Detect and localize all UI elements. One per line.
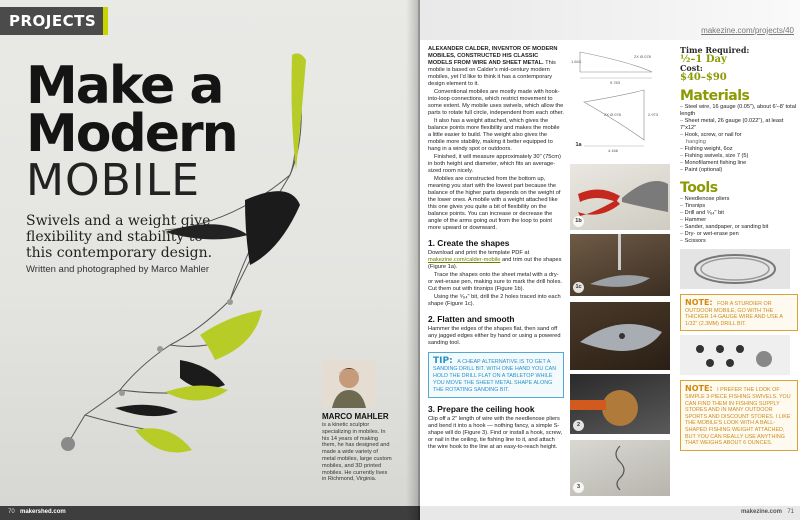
figure-badge-1c: 1c	[573, 282, 584, 293]
tip-label: TIP:	[433, 356, 453, 366]
tinsnips-drawing	[570, 164, 670, 230]
fishing-weight-icon	[756, 351, 772, 367]
diagram-hole-b: 2X Ø.078	[604, 112, 621, 117]
figure-1b-tinsnips-photo	[570, 164, 670, 230]
sanding-disc	[602, 390, 638, 426]
article-deck: Swivels and a weight give flexibility and stability to this contemporary design.	[26, 213, 213, 261]
article-body	[428, 46, 564, 506]
mobile-green-blade-top	[292, 53, 307, 170]
materials-item-sub: hanging	[686, 139, 706, 145]
template-pdf-link[interactable]: makezine.com/calder-mobile	[428, 257, 501, 263]
figure-3-hook-photo	[570, 440, 670, 496]
author-portrait	[322, 360, 376, 408]
time-label: Time Required:	[680, 45, 750, 55]
materials-list	[680, 104, 798, 174]
hook-drawing	[570, 440, 670, 496]
swivels-bg	[680, 335, 790, 375]
mobile-wire	[85, 415, 150, 430]
rotary-tool	[570, 400, 606, 410]
step-1-text	[428, 250, 564, 271]
step-1-title: 1. Create the shapes	[428, 238, 510, 248]
step-2-title: 2. Flatten and smooth	[428, 314, 515, 324]
tools-list	[680, 196, 798, 245]
tools-item: – Scissors	[680, 238, 798, 245]
materials-item	[680, 153, 798, 160]
body-paragraph: It also has a weight attached, which gives the balance points more flexibility and makes the mobile a little easier to build. The weight also gives the mobile more stability, making it better equipped to hang in a windy spot or outdoors.	[428, 118, 560, 152]
swivels-photo	[680, 335, 790, 375]
drilled-hole	[619, 333, 625, 339]
body-paragraph: Conventional mobiles are mostly made with hook-into-loop connections, which restrict movement to some extent. My mobile uses swivels, which allow the parts to rotate full circle, independent from each other.	[428, 89, 564, 116]
materials-item	[680, 104, 798, 118]
note-box-swivels	[680, 380, 798, 450]
left-folio	[0, 506, 420, 520]
mobile-black-shape	[180, 360, 225, 389]
tip-box	[428, 352, 564, 398]
tools-item: – Dry- or wet-erase pen	[680, 231, 798, 238]
cost-label: Cost:	[680, 63, 703, 73]
materials-item-text: Steel wire, 16 gauge (0.05"), about 6'–8' total length	[680, 104, 797, 117]
tinsnips-handle-red	[578, 189, 620, 202]
s-hook	[616, 446, 624, 490]
headline-line-2: Modern	[26, 104, 237, 164]
sheet-metal-piece	[622, 181, 668, 212]
body-paragraph: Finished, it will measure approximately 30" (75cm) in both height and diameter, which fits an average-sized room nicely.	[428, 154, 561, 174]
materials-item	[680, 146, 798, 153]
note-text: I PREFER THE LOOK OF SIMPLE 3-PIECE FISHING SWIVELS. YOU CAN FIND THEM IN FISHING SUPPLY STORES AND IN MANY OUTDOOR SPORTS AND DISCOUNT STORES. I LIKE THE MOBILE'S LOOK WITH A BALL-SHAPED FISHING WEIGHT ATTACHED, BUT YOU CAN REALLY USE ANYTHING THAT WEIGHS ABOUT 6 OUNCES.	[685, 387, 791, 447]
figure-badge-2: 2	[573, 420, 584, 431]
step-3-text: Clip off a 2" length of wire with the needlenose pliers and bend it into a hook — nothing fancy, a simple S-shape will do (Figure 3). Find or install a hook, screw, or nail in the ceiling, tie fishing line to it, and attach the wire hook to the line at an easy-to-reach height.	[428, 416, 563, 450]
sidebar	[680, 46, 798, 506]
author-portrait-head	[339, 368, 359, 388]
intro-rest: This mobile is based on Calder's mid-century modern mobiles, yet I'd like to think it has a contemporary design element to it.	[428, 60, 556, 87]
tools-item: – Needlenose pliers	[680, 196, 798, 203]
mobile-wire	[120, 345, 170, 390]
tinsnips-handle-red	[578, 200, 620, 216]
tip-text: A CHEAP ALTERNATIVE IS TO GET A SANDING DRILL BIT. WITH ONE HAND YOU CAN HOLD THE DRILL FLAT ON A TABLETOP WHILE YOU MOVE THE SHEET METAL SHAPE ALONG THE ROTATING SANDING BIT.	[433, 359, 557, 393]
headline-line-1: Make a	[26, 56, 223, 116]
mobile-black-shape	[115, 405, 178, 416]
tools-item: – Tinsnips	[680, 203, 798, 210]
tools-title: Tools	[680, 180, 718, 196]
time-cost-block	[680, 46, 798, 82]
author-bio: is a kinetic sculptor specializing in mobiles. In his 14 years of making them, he has designed and made a wide variety of metal mobiles, large custom mobiles, and 3D printed mobiles. He currently lives in Richmond, Virginia.	[322, 422, 392, 483]
materials-item-text: Monofilament fishing line	[684, 160, 747, 166]
cost-value: $40–$90	[680, 72, 727, 83]
figure-badge-1a: 1a	[573, 140, 584, 151]
materials-item	[680, 167, 798, 174]
tools-item: – Hammer	[680, 217, 798, 224]
mobile-green-shape	[135, 428, 192, 452]
body-paragraph: Mobiles are constructed from the bottom up, meaning you start with the lowest part because the balance of the higher parts depends on the weight of the lower ones. A mobile with a weight attached like this one gives you quite a bit of flexibility on the balance points. You can increase or decrease the angle of the arms going out from the loop to point more upward or downward.	[428, 176, 561, 231]
mobile-weight	[61, 437, 75, 451]
time-value: ½–1 Day	[680, 54, 727, 65]
materials-item-text: Sheet metal, 26 gauge (0.022"), at least 7"x12"	[680, 118, 784, 131]
article-headline	[26, 56, 276, 206]
materials-item	[680, 118, 798, 132]
section-tab-label: PROJECTS	[9, 12, 97, 30]
diagram-dim-c: 2.973	[648, 112, 659, 117]
note-text: FOR A STURDIER OR OUTDOOR MOBILE, GO WITH THE THICKER 14-GAUGE WIRE AND USE A 1/32" (2.3MM) DRILL BIT.	[685, 301, 783, 327]
wire-coil-drawing	[680, 249, 790, 289]
sanding-drawing	[570, 374, 670, 434]
headline-line-3: MOBILE	[26, 155, 201, 206]
swivel-icon	[696, 345, 704, 353]
figure-2-sanding-photo	[570, 374, 670, 434]
swivel-icon	[726, 359, 734, 367]
intro-paragraph	[428, 46, 564, 88]
author-name: MARCO MAHLER	[322, 412, 389, 421]
right-page	[420, 0, 800, 520]
mobile-swivel	[119, 390, 125, 396]
mobile-swivel	[157, 346, 163, 352]
diagram-dim-b: 9.783	[610, 80, 621, 85]
mobile-swivel	[227, 299, 233, 305]
wire-coil-photo	[680, 249, 790, 289]
materials-item	[680, 132, 798, 146]
materials-item-text: Paint (optional)	[684, 167, 723, 173]
materials-item-text: Fishing weight, 6oz	[684, 146, 733, 152]
mobile-green-shape	[200, 310, 262, 360]
intro-caps: ALEXANDER CALDER, INVENTOR OF MODERN MOBILES, CONSTRUCTED HIS CLASSIC MODELS FROM WIRE AND SHEET METAL.	[428, 46, 558, 66]
swivel-icon	[706, 359, 714, 367]
top-bar	[420, 0, 800, 40]
tools-item: – Drill and ⁵⁄₆₄" bit	[680, 210, 798, 217]
diagram-hole-a: 2X Ø.078	[634, 54, 651, 59]
metal-shape-on-wood	[590, 275, 650, 287]
step-1-text-a: Download and print the template PDF at	[428, 250, 530, 256]
article-byline: Written and photographed by Marco Mahler	[26, 264, 210, 275]
note-label: NOTE:	[685, 298, 713, 307]
left-folio-url[interactable]: makershed.com	[20, 509, 66, 515]
drill-photo-drawing	[570, 234, 670, 296]
figure-1c-hole-closeup-photo	[570, 302, 670, 370]
swivel-icon	[736, 345, 744, 353]
materials-item	[680, 160, 798, 167]
step-3-title: 3. Prepare the ceiling hook	[428, 404, 535, 414]
left-page-number: 70	[8, 509, 15, 515]
figure-badge-3: 3	[573, 482, 584, 493]
note-label: NOTE:	[685, 384, 713, 394]
materials-item-text: Fishing swivels, size 7 (5)	[684, 153, 749, 159]
figure-1a-template-diagram	[570, 44, 670, 154]
materials-item-text: Hook, screw, or nail for	[684, 132, 742, 138]
figure-1c-drill-photo	[570, 234, 670, 296]
note-box-wire	[680, 294, 798, 331]
project-url-link[interactable]: makezine.com/projects/40	[701, 26, 794, 35]
step-2-text: Hammer the edges of the shapes flat, then sand off any jagged edges either by hand or using a powered sanding tool.	[428, 326, 561, 346]
diagram-dim-a: 1.643	[571, 59, 582, 64]
hole-closeup-drawing	[570, 302, 670, 370]
swivel-icon	[716, 345, 724, 353]
right-folio-url[interactable]: makezine.com	[740, 509, 782, 515]
diagram-dim-d: 4.166	[608, 148, 619, 153]
right-page-number: 71	[787, 509, 794, 515]
tools-item: – Sander, sandpaper, or sanding bit	[680, 224, 798, 231]
materials-title: Materials	[680, 88, 750, 104]
step-1-text-c: Trace the shapes onto the sheet metal with a dry- or wet-erase pen, making sure to mark the drill holes. Cut them out with tinsnips (Figure 1b).	[428, 272, 563, 292]
figure-badge-1b: 1b	[573, 216, 584, 227]
mobile-wire	[70, 390, 120, 440]
right-folio	[420, 506, 800, 520]
template-diagram-svg	[570, 44, 670, 154]
step-1-text-d: Using the ⁵⁄₆₄" bit, drill the 2 holes traced into each shape (Figure 1c).	[428, 294, 561, 307]
author-photo	[322, 360, 376, 408]
swivels-drawing	[680, 335, 790, 375]
mobile-green-shape	[165, 385, 228, 400]
step-1-text-b: and trim out the shapes (Figure 1a).	[428, 257, 562, 270]
figure-column	[570, 44, 675, 494]
drill-bit	[618, 234, 621, 270]
